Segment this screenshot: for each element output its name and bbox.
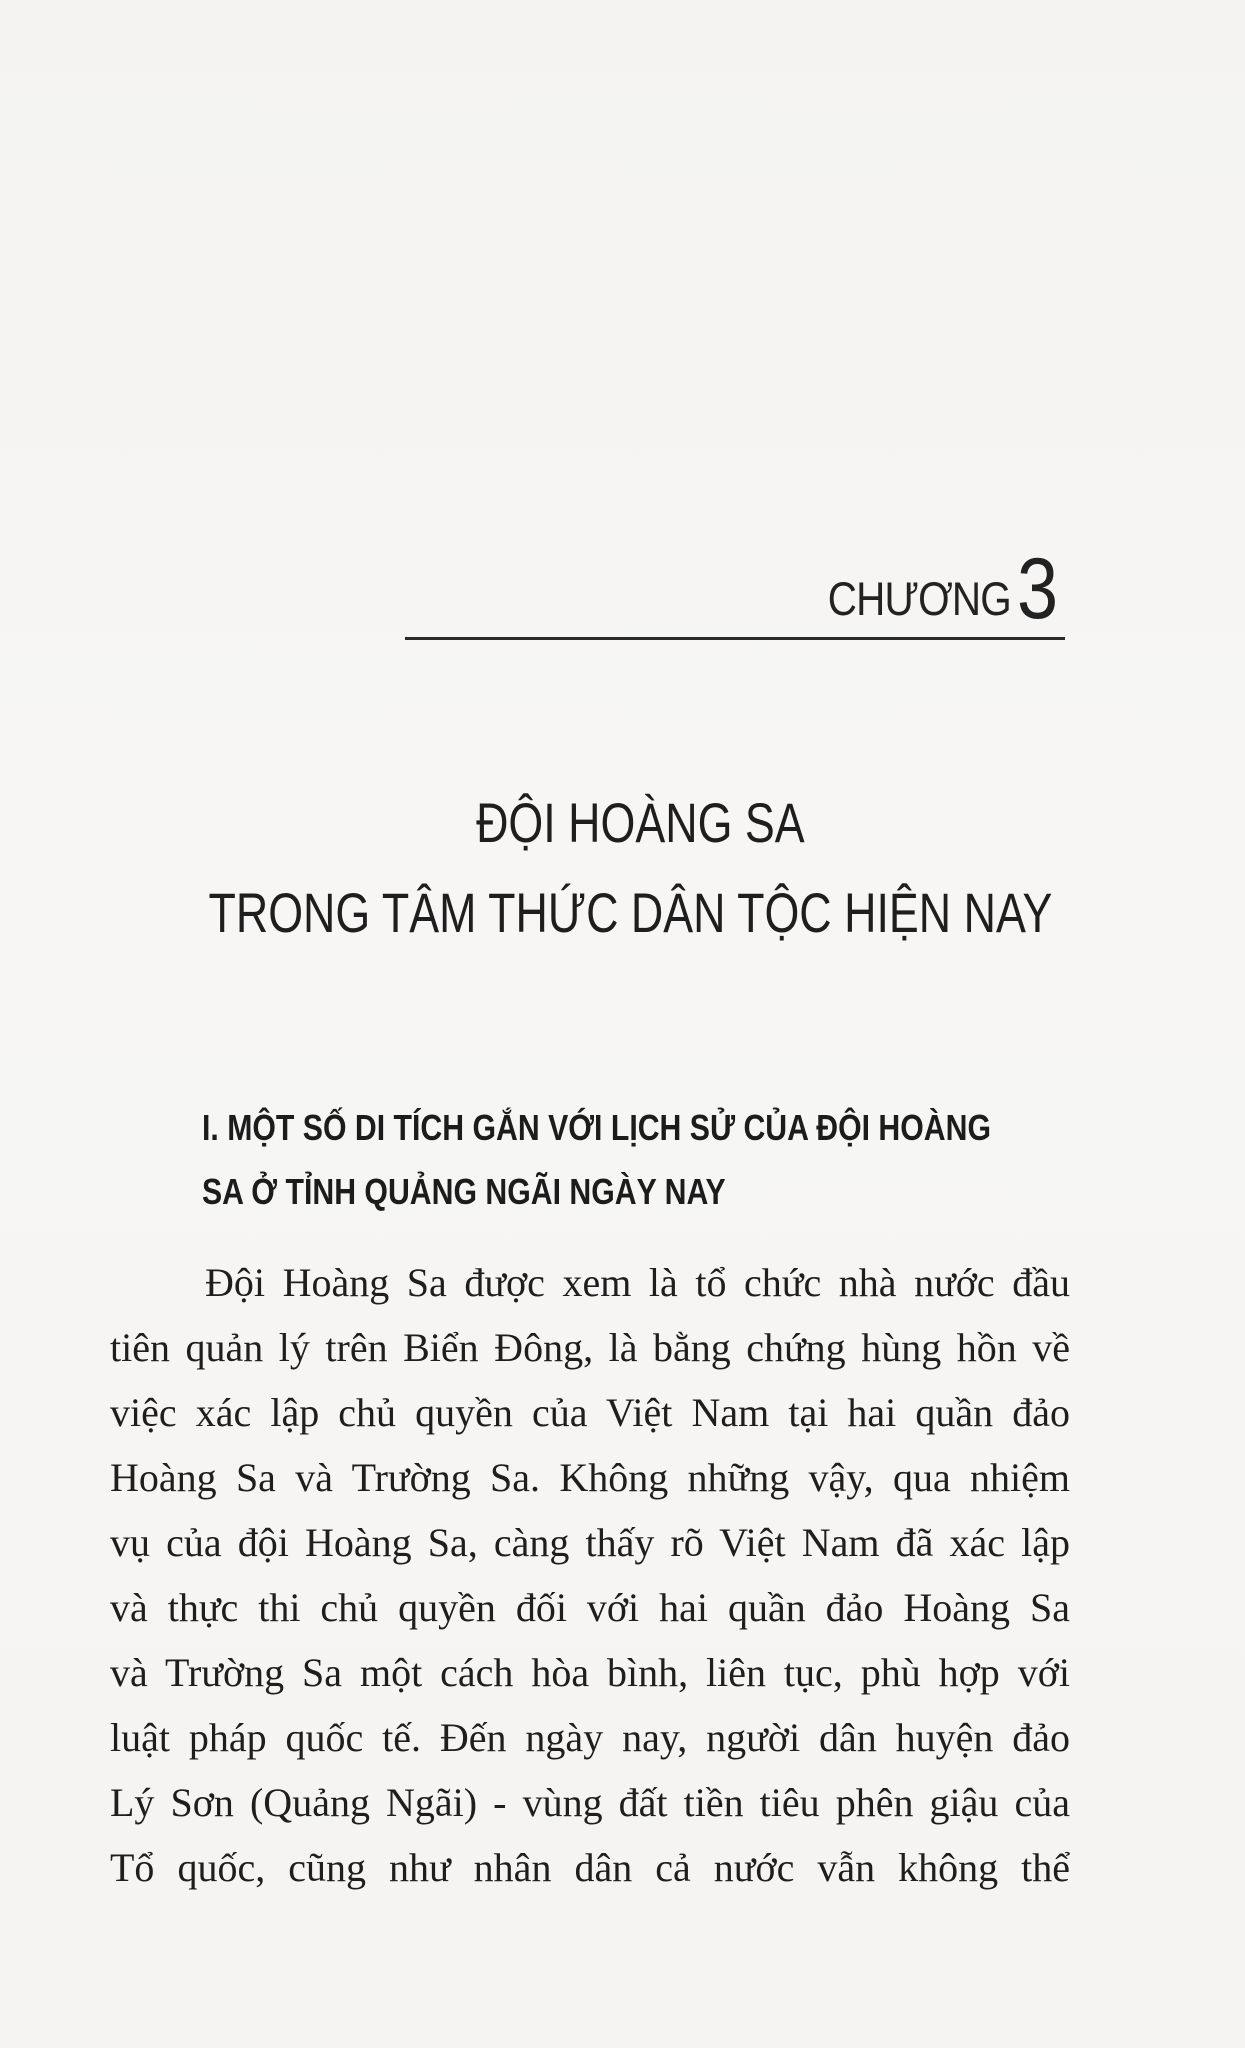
- section-heading-line-1: I. MỘT SỐ DI TÍCH GẮN VỚI LỊCH SỬ CỦA ĐỘI HOÀNG: [202, 1107, 991, 1148]
- paragraph-line: Tổ quốc, cũng như nhân dân cả nước vẫn không thể: [110, 1845, 1070, 1890]
- chapter-label: [798, 540, 1065, 637]
- chapter-title-line-1: ĐỘI HOÀNG SA: [476, 791, 805, 854]
- paragraph-line: Đội Hoàng Sa được xem là tổ chức nhà nước đầu: [205, 1260, 1070, 1305]
- chapter-word: CHƯƠNG: [828, 572, 1012, 625]
- body-paragraph: [110, 1250, 1070, 1900]
- chapter-divider: [405, 637, 1065, 640]
- section-heading: [202, 1096, 1082, 1224]
- chapter-title-line-2: TRONG TÂM THỨC DÂN TỘC HIỆN NAY: [208, 881, 1053, 944]
- paragraph-line: Lý Sơn (Quảng Ngãi) - vùng đất tiền tiêu phên giậu của: [110, 1780, 1070, 1825]
- chapter-number: 3: [1017, 540, 1059, 637]
- paragraph-line: và thực thi chủ quyền đối với hai quần đảo Hoàng Sa: [110, 1585, 1070, 1630]
- paragraph-line: Hoàng Sa và Trường Sa. Không những vậy, qua nhiệm: [110, 1455, 1070, 1500]
- paragraph-line: và Trường Sa một cách hòa bình, liên tục, phù hợp với: [110, 1650, 1070, 1695]
- paragraph-line: tiên quản lý trên Biển Đông, là bằng chứng hùng hồn về: [110, 1325, 1070, 1370]
- paragraph-line: vụ của đội Hoàng Sa, càng thấy rõ Việt Nam đã xác lập: [110, 1520, 1070, 1565]
- paragraph-line: luật pháp quốc tế. Đến ngày nay, người dân huyện đảo: [110, 1715, 1070, 1760]
- paragraph-line: việc xác lập chủ quyền của Việt Nam tại hai quần đảo: [110, 1390, 1070, 1435]
- section-heading-line-2: SA Ở TỈNH QUẢNG NGÃI NGÀY NAY: [202, 1171, 726, 1212]
